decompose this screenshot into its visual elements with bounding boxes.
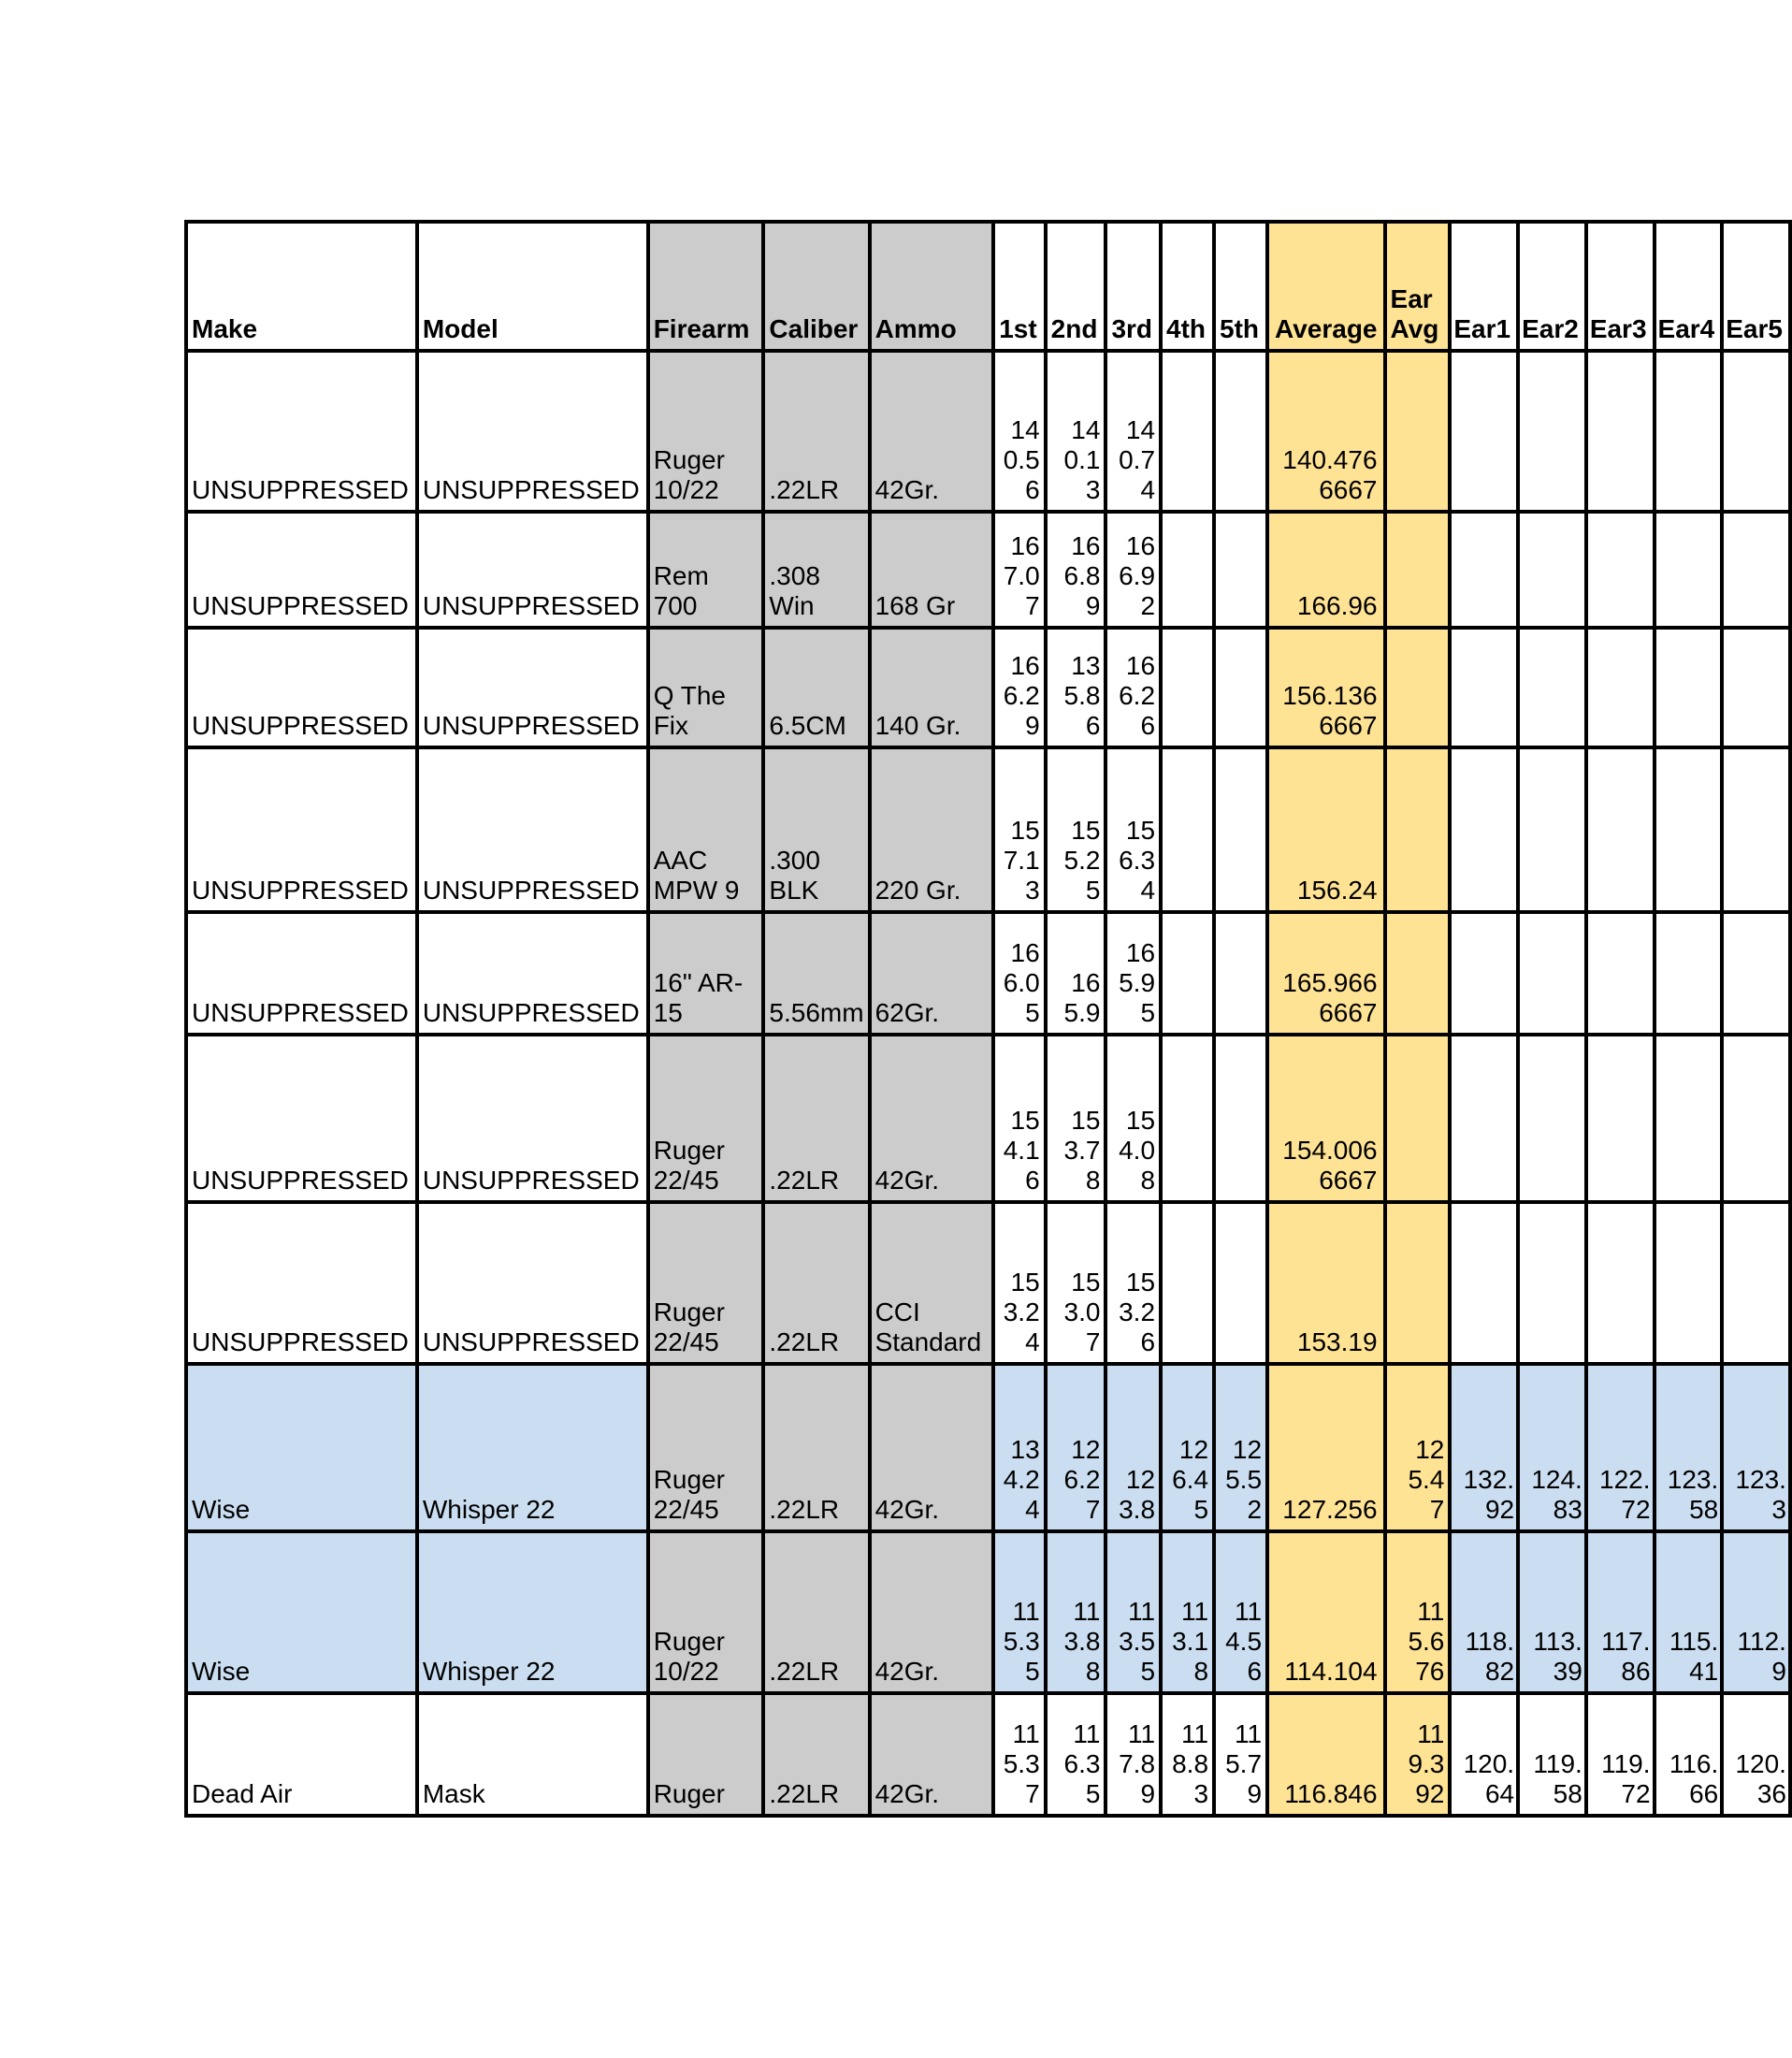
table-row	[186, 1364, 1790, 1531]
cell-ear2: 119.58	[1518, 1693, 1586, 1816]
cell-ear3: 119.72	[1586, 1693, 1655, 1816]
spreadsheet-page	[184, 220, 1792, 1818]
cell-s2: 116.35	[1046, 1693, 1106, 1816]
table-row	[186, 512, 1790, 628]
cell-s2: 155.25	[1046, 747, 1106, 912]
cell-s4: 113.18	[1161, 1531, 1214, 1693]
cell-ear2	[1518, 747, 1586, 912]
cell-s1: 166.05	[993, 912, 1045, 1035]
cell-ear4	[1655, 747, 1723, 912]
cell-caliber: .22LR	[763, 1531, 869, 1693]
cell-firearm: AAC MPW 9	[648, 747, 764, 912]
cell-firearm: Ruger	[648, 1693, 764, 1816]
cell-s3: 153.26	[1106, 1202, 1161, 1364]
cell-ear5	[1722, 628, 1790, 747]
results-table	[184, 220, 1792, 1818]
cell-earavg	[1385, 512, 1451, 628]
cell-s3: 154.08	[1106, 1035, 1161, 1202]
cell-ear1: 120.64	[1450, 1693, 1518, 1816]
cell-s4	[1161, 1202, 1214, 1364]
header-earavg: Ear Avg	[1385, 222, 1451, 351]
cell-s1: 157.13	[993, 747, 1045, 912]
cell-s1: 154.16	[993, 1035, 1045, 1202]
cell-ear3: 117.86	[1586, 1531, 1655, 1693]
cell-s5: 114.56	[1214, 1531, 1267, 1693]
table-row	[186, 747, 1790, 912]
cell-ear5: 123.3	[1722, 1364, 1790, 1531]
cell-make: Wise	[186, 1364, 417, 1531]
cell-ammo: 140 Gr.	[870, 628, 994, 747]
cell-s5	[1214, 1202, 1267, 1364]
header-ear1: Ear1	[1450, 222, 1518, 351]
cell-average: 166.96	[1267, 512, 1384, 628]
cell-average: 154.0066667	[1267, 1035, 1384, 1202]
header-s1: 1st	[993, 222, 1045, 351]
cell-ear1	[1450, 351, 1518, 512]
cell-s5: 115.79	[1214, 1693, 1267, 1816]
cell-firearm: Rem 700	[648, 512, 764, 628]
cell-caliber: 5.56mm	[763, 912, 869, 1035]
cell-s5	[1214, 512, 1267, 628]
header-s5: 5th	[1214, 222, 1267, 351]
cell-earavg	[1385, 628, 1451, 747]
cell-s5: 125.52	[1214, 1364, 1267, 1531]
cell-s2: 126.27	[1046, 1364, 1106, 1531]
header-ear3: Ear3	[1586, 222, 1655, 351]
cell-ammo: 42Gr.	[870, 1364, 994, 1531]
cell-earavg: 119.392	[1385, 1693, 1451, 1816]
cell-s3: 123.8	[1106, 1364, 1161, 1531]
cell-s5	[1214, 1035, 1267, 1202]
cell-earavg	[1385, 351, 1451, 512]
cell-s2: 153.07	[1046, 1202, 1106, 1364]
cell-ammo: CCI Standard	[870, 1202, 994, 1364]
cell-ear5	[1722, 512, 1790, 628]
cell-s4	[1161, 512, 1214, 628]
cell-ear2	[1518, 912, 1586, 1035]
cell-s3: 165.95	[1106, 912, 1161, 1035]
cell-firearm: Q The Fix	[648, 628, 764, 747]
cell-s3: 166.92	[1106, 512, 1161, 628]
cell-ammo: 168 Gr	[870, 512, 994, 628]
header-ammo: Ammo	[870, 222, 994, 351]
cell-s4: 118.83	[1161, 1693, 1214, 1816]
cell-model: Whisper 22	[417, 1364, 648, 1531]
cell-make: Wise	[186, 1531, 417, 1693]
cell-earavg	[1385, 1202, 1451, 1364]
cell-s4	[1161, 912, 1214, 1035]
cell-ear1	[1450, 628, 1518, 747]
header-s3: 3rd	[1106, 222, 1161, 351]
header-ear5: Ear5	[1722, 222, 1790, 351]
cell-s2: 140.13	[1046, 351, 1106, 512]
cell-ear5	[1722, 1202, 1790, 1364]
cell-average: 165.9666667	[1267, 912, 1384, 1035]
cell-ear1	[1450, 747, 1518, 912]
cell-caliber: .300 BLK	[763, 747, 869, 912]
cell-earavg	[1385, 747, 1451, 912]
header-ear4: Ear4	[1655, 222, 1723, 351]
cell-model: UNSUPPRESSED	[417, 1202, 648, 1364]
cell-ear5	[1722, 351, 1790, 512]
cell-ammo: 62Gr.	[870, 912, 994, 1035]
cell-make: UNSUPPRESSED	[186, 747, 417, 912]
cell-ear4	[1655, 628, 1723, 747]
cell-s3: 140.74	[1106, 351, 1161, 512]
cell-s4	[1161, 351, 1214, 512]
cell-average: 156.1366667	[1267, 628, 1384, 747]
cell-firearm: Ruger 22/45	[648, 1035, 764, 1202]
cell-s4	[1161, 1035, 1214, 1202]
cell-model: UNSUPPRESSED	[417, 351, 648, 512]
header-row	[186, 222, 1790, 351]
cell-firearm: 16" AR-15	[648, 912, 764, 1035]
cell-s2: 135.86	[1046, 628, 1106, 747]
cell-model: UNSUPPRESSED	[417, 747, 648, 912]
cell-s5	[1214, 628, 1267, 747]
cell-s5	[1214, 351, 1267, 512]
cell-model: Mask	[417, 1693, 648, 1816]
cell-ear1: 118.82	[1450, 1531, 1518, 1693]
cell-average: 114.104	[1267, 1531, 1384, 1693]
cell-model: Whisper 22	[417, 1531, 648, 1693]
cell-ear5	[1722, 912, 1790, 1035]
cell-model: UNSUPPRESSED	[417, 512, 648, 628]
cell-make: UNSUPPRESSED	[186, 1202, 417, 1364]
table-row	[186, 1531, 1790, 1693]
cell-earavg: 125.47	[1385, 1364, 1451, 1531]
header-average: Average	[1267, 222, 1384, 351]
cell-ear1	[1450, 512, 1518, 628]
cell-s1: 153.24	[993, 1202, 1045, 1364]
cell-make: UNSUPPRESSED	[186, 512, 417, 628]
header-caliber: Caliber	[763, 222, 869, 351]
cell-make: UNSUPPRESSED	[186, 351, 417, 512]
cell-s3: 156.34	[1106, 747, 1161, 912]
cell-s2: 166.89	[1046, 512, 1106, 628]
cell-firearm: Ruger 10/22	[648, 1531, 764, 1693]
cell-s2: 165.9	[1046, 912, 1106, 1035]
cell-s4: 126.45	[1161, 1364, 1214, 1531]
cell-s1: 134.24	[993, 1364, 1045, 1531]
header-model: Model	[417, 222, 648, 351]
cell-firearm: Ruger 22/45	[648, 1364, 764, 1531]
cell-ear2	[1518, 351, 1586, 512]
table-row	[186, 912, 1790, 1035]
cell-caliber: .22LR	[763, 351, 869, 512]
cell-s3: 117.89	[1106, 1693, 1161, 1816]
cell-make: Dead Air	[186, 1693, 417, 1816]
cell-earavg	[1385, 1035, 1451, 1202]
cell-ear2	[1518, 628, 1586, 747]
cell-ear4	[1655, 1035, 1723, 1202]
cell-average: 156.24	[1267, 747, 1384, 912]
cell-caliber: 6.5CM	[763, 628, 869, 747]
cell-ear1	[1450, 912, 1518, 1035]
cell-average: 127.256	[1267, 1364, 1384, 1531]
cell-s1: 140.56	[993, 351, 1045, 512]
cell-ear3: 122.72	[1586, 1364, 1655, 1531]
cell-ear3	[1586, 1035, 1655, 1202]
cell-ammo: 42Gr.	[870, 1693, 994, 1816]
cell-ear4	[1655, 512, 1723, 628]
cell-ear3	[1586, 351, 1655, 512]
cell-model: UNSUPPRESSED	[417, 628, 648, 747]
cell-s1: 115.37	[993, 1693, 1045, 1816]
cell-caliber: .308 Win	[763, 512, 869, 628]
cell-s4	[1161, 747, 1214, 912]
cell-caliber: .22LR	[763, 1693, 869, 1816]
cell-ear3	[1586, 1202, 1655, 1364]
header-firearm: Firearm	[648, 222, 764, 351]
cell-ammo: 42Gr.	[870, 351, 994, 512]
cell-s1: 166.29	[993, 628, 1045, 747]
cell-make: UNSUPPRESSED	[186, 912, 417, 1035]
cell-ear5	[1722, 1035, 1790, 1202]
cell-ear4: 123.58	[1655, 1364, 1723, 1531]
cell-ear4	[1655, 351, 1723, 512]
cell-s2: 113.88	[1046, 1531, 1106, 1693]
cell-s2: 153.78	[1046, 1035, 1106, 1202]
cell-ear4	[1655, 912, 1723, 1035]
cell-ear3	[1586, 512, 1655, 628]
table-row	[186, 1035, 1790, 1202]
cell-ear5: 112.9	[1722, 1531, 1790, 1693]
table-row	[186, 1202, 1790, 1364]
cell-ear4: 115.41	[1655, 1531, 1723, 1693]
cell-s5	[1214, 912, 1267, 1035]
cell-firearm: Ruger 10/22	[648, 351, 764, 512]
cell-average: 116.846	[1267, 1693, 1384, 1816]
table-row	[186, 628, 1790, 747]
table-row	[186, 1693, 1790, 1816]
cell-ear1: 132.92	[1450, 1364, 1518, 1531]
cell-average: 153.19	[1267, 1202, 1384, 1364]
cell-s1: 115.35	[993, 1531, 1045, 1693]
cell-average: 140.4766667	[1267, 351, 1384, 512]
cell-ear2	[1518, 512, 1586, 628]
cell-ammo: 42Gr.	[870, 1035, 994, 1202]
cell-ammo: 220 Gr.	[870, 747, 994, 912]
cell-ear5: 120.36	[1722, 1693, 1790, 1816]
cell-s5	[1214, 747, 1267, 912]
header-s4: 4th	[1161, 222, 1214, 351]
header-s2: 2nd	[1046, 222, 1106, 351]
cell-ear3	[1586, 628, 1655, 747]
cell-s4	[1161, 628, 1214, 747]
cell-ear3	[1586, 912, 1655, 1035]
cell-caliber: .22LR	[763, 1035, 869, 1202]
cell-ammo: 42Gr.	[870, 1531, 994, 1693]
cell-ear2: 113.39	[1518, 1531, 1586, 1693]
cell-ear4	[1655, 1202, 1723, 1364]
header-ear2: Ear2	[1518, 222, 1586, 351]
cell-model: UNSUPPRESSED	[417, 912, 648, 1035]
cell-ear5	[1722, 747, 1790, 912]
cell-ear2	[1518, 1202, 1586, 1364]
cell-ear2	[1518, 1035, 1586, 1202]
cell-ear2: 124.83	[1518, 1364, 1586, 1531]
cell-firearm: Ruger 22/45	[648, 1202, 764, 1364]
cell-earavg: 115.676	[1385, 1531, 1451, 1693]
cell-make: UNSUPPRESSED	[186, 1035, 417, 1202]
cell-ear3	[1586, 747, 1655, 912]
cell-ear4: 116.66	[1655, 1693, 1723, 1816]
table-row	[186, 351, 1790, 512]
header-make: Make	[186, 222, 417, 351]
cell-ear1	[1450, 1202, 1518, 1364]
cell-s1: 167.07	[993, 512, 1045, 628]
cell-s3: 113.55	[1106, 1531, 1161, 1693]
cell-model: UNSUPPRESSED	[417, 1035, 648, 1202]
cell-caliber: .22LR	[763, 1202, 869, 1364]
cell-ear1	[1450, 1035, 1518, 1202]
cell-caliber: .22LR	[763, 1364, 869, 1531]
cell-s3: 166.26	[1106, 628, 1161, 747]
cell-make: UNSUPPRESSED	[186, 628, 417, 747]
cell-earavg	[1385, 912, 1451, 1035]
